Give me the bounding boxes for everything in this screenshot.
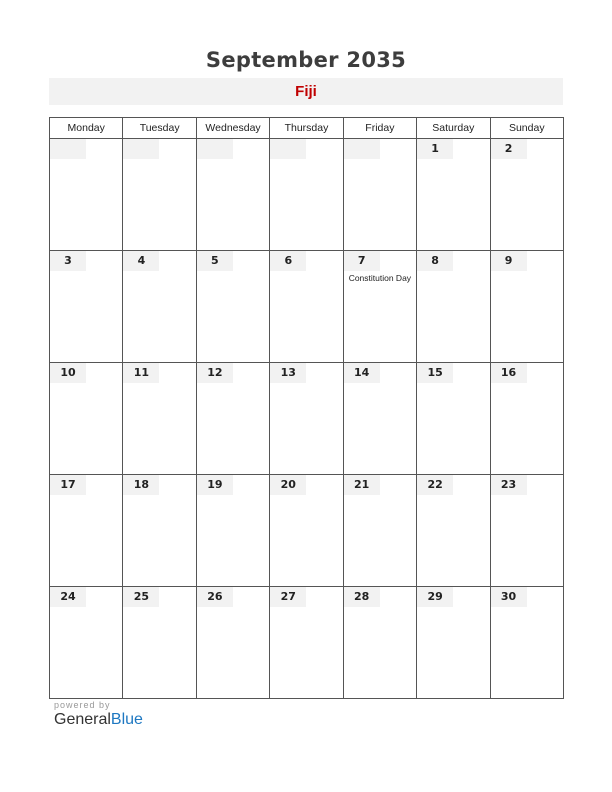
day-number: [344, 139, 380, 159]
day-number: 6: [270, 251, 306, 271]
calendar-grid: [49, 117, 564, 699]
weekday-saturday: Saturday: [417, 118, 490, 139]
day-cell: [50, 139, 123, 251]
weekday-friday: Friday: [343, 118, 416, 139]
day-number: [123, 139, 159, 159]
day-cell: [50, 251, 123, 363]
day-cell: [270, 587, 343, 699]
day-number: 19: [197, 475, 233, 495]
holiday-label: Constitution Day: [348, 273, 412, 283]
day-number: 5: [197, 251, 233, 271]
day-number: 17: [50, 475, 86, 495]
day-number: 18: [123, 475, 159, 495]
footer-branding: [54, 700, 143, 729]
day-number: 10: [50, 363, 86, 383]
day-number: 30: [491, 587, 527, 607]
weekday-thursday: Thursday: [270, 118, 343, 139]
day-cell: [343, 363, 416, 475]
day-cell: [196, 363, 269, 475]
day-cell: [417, 363, 490, 475]
day-cell: [490, 139, 563, 251]
day-number: 7: [344, 251, 380, 271]
day-number: 8: [417, 251, 453, 271]
day-number: 29: [417, 587, 453, 607]
day-number: 23: [491, 475, 527, 495]
day-cell: [270, 363, 343, 475]
week-row-3: [50, 363, 564, 475]
weekday-tuesday: Tuesday: [123, 118, 196, 139]
day-number: 27: [270, 587, 306, 607]
week-row-1: [50, 139, 564, 251]
brand-general: General: [54, 711, 111, 728]
day-cell: [270, 251, 343, 363]
day-cell: [196, 475, 269, 587]
page-title: September 2035: [205, 48, 407, 72]
day-cell: [490, 363, 563, 475]
day-cell: [50, 587, 123, 699]
weekday-sunday: Sunday: [490, 118, 563, 139]
day-number: 13: [270, 363, 306, 383]
day-number: 11: [123, 363, 159, 383]
day-number: 1: [417, 139, 453, 159]
brand-logo[interactable]: [54, 711, 143, 729]
day-cell: [270, 139, 343, 251]
day-cell: [417, 475, 490, 587]
weekday-monday: Monday: [50, 118, 123, 139]
brand-blue: Blue: [110, 711, 143, 728]
day-cell: [196, 251, 269, 363]
day-number: 12: [197, 363, 233, 383]
day-cell: [123, 587, 196, 699]
day-number: 26: [197, 587, 233, 607]
day-number: [270, 139, 306, 159]
day-cell: [343, 475, 416, 587]
day-cell: [490, 587, 563, 699]
day-cell: [50, 475, 123, 587]
country-name: Fiji: [295, 83, 317, 100]
day-cell: [123, 139, 196, 251]
day-number: 22: [417, 475, 453, 495]
day-cell: [196, 587, 269, 699]
day-cell: [50, 363, 123, 475]
day-number: 24: [50, 587, 86, 607]
day-number: 9: [491, 251, 527, 271]
weekday-header-row: [50, 118, 564, 139]
day-number: 28: [344, 587, 380, 607]
day-cell: [270, 475, 343, 587]
day-cell: [417, 251, 490, 363]
day-number: 4: [123, 251, 159, 271]
day-cell: [343, 139, 416, 251]
day-number: 21: [344, 475, 380, 495]
day-number: 25: [123, 587, 159, 607]
day-cell: [417, 587, 490, 699]
day-number: [50, 139, 86, 159]
day-number: 15: [417, 363, 453, 383]
country-banner: [49, 78, 563, 105]
day-cell: [123, 363, 196, 475]
day-number: 16: [491, 363, 527, 383]
day-number: [197, 139, 233, 159]
week-row-2: [50, 251, 564, 363]
day-cell: [490, 251, 563, 363]
day-cell: [417, 139, 490, 251]
day-cell: [123, 251, 196, 363]
day-cell: [123, 475, 196, 587]
day-cell: [196, 139, 269, 251]
day-cell: [490, 475, 563, 587]
day-number: 14: [344, 363, 380, 383]
week-row-4: [50, 475, 564, 587]
day-number: 3: [50, 251, 86, 271]
powered-by-text: powered by: [54, 700, 111, 710]
day-cell: [343, 587, 416, 699]
weekday-wednesday: Wednesday: [196, 118, 269, 139]
day-number: 2: [491, 139, 527, 159]
week-row-5: [50, 587, 564, 699]
day-number: 20: [270, 475, 306, 495]
day-cell: [343, 251, 416, 363]
